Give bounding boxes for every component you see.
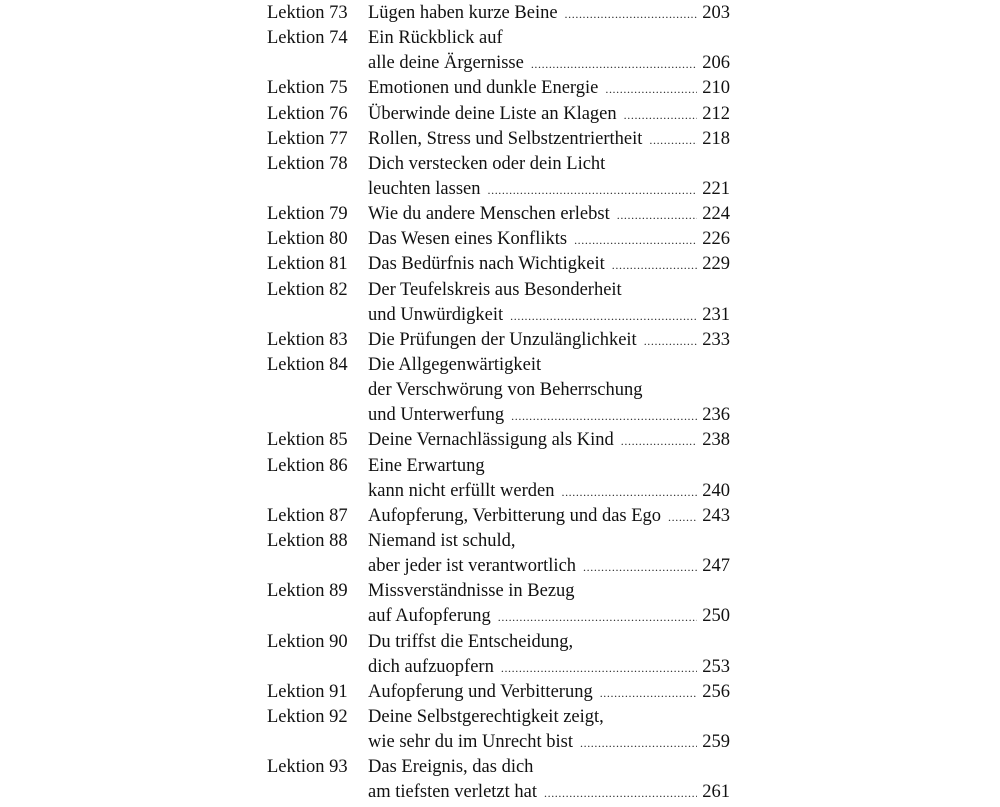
dot-leader <box>511 404 697 429</box>
dot-leader <box>605 77 697 102</box>
lesson-number: Lektion 80 <box>267 229 348 250</box>
toc-entry-title-with-page <box>368 680 730 706</box>
toc-line <box>0 604 1000 629</box>
lesson-number: Lektion 92 <box>267 706 348 727</box>
toc-entry-title-with-page <box>368 730 730 756</box>
lesson-title: dich aufzuopfern <box>368 656 494 677</box>
toc-line <box>0 26 1000 51</box>
lesson-number: Lektion 77 <box>267 128 348 149</box>
lesson-title: alle deine Ärgernisse <box>368 53 524 74</box>
dot-leader <box>488 178 698 203</box>
toc-line <box>0 51 1000 76</box>
lesson-number: Lektion 73 <box>267 3 348 23</box>
lesson-title: Das Wesen eines Konflikts <box>368 229 568 250</box>
dot-leader <box>624 103 698 128</box>
lesson-title: der Verschwörung von Beherrschung <box>368 380 643 401</box>
toc-entry-title-with-page <box>368 328 730 354</box>
page-number: 229 <box>702 254 730 275</box>
lesson-number: Lektion 91 <box>267 681 348 702</box>
toc-line <box>0 303 1000 328</box>
lesson-title: Ein Rückblick auf <box>368 28 503 49</box>
toc-entry-title-with-page <box>368 127 730 153</box>
toc-line <box>0 328 1000 353</box>
toc-entry-title-with-page <box>368 655 730 681</box>
toc-line <box>0 378 1000 403</box>
dot-leader <box>649 128 697 153</box>
toc-line <box>0 227 1000 252</box>
lesson-title: Missverständnisse in Bezug <box>368 581 575 602</box>
lesson-number: Lektion 87 <box>267 505 348 526</box>
page-number: 253 <box>702 656 730 677</box>
toc-line <box>0 655 1000 680</box>
dot-leader <box>531 52 697 77</box>
lesson-title: Das Ereignis, das dich <box>368 757 534 778</box>
page-number: 261 <box>702 782 730 803</box>
lesson-title: Emotionen und dunkle Energie <box>368 78 599 99</box>
toc-line <box>0 680 1000 705</box>
page-number: 233 <box>702 329 730 350</box>
table-of-contents <box>0 1 1000 806</box>
lesson-title: Aufopferung, Verbitterung und das Ego <box>368 505 662 526</box>
toc-line <box>0 76 1000 101</box>
page-number: 221 <box>702 178 730 199</box>
lesson-number: Lektion 79 <box>267 204 348 225</box>
dot-leader <box>612 253 697 278</box>
toc-line <box>0 504 1000 529</box>
lesson-number: Lektion 84 <box>267 354 348 375</box>
toc-entry-title-with-page <box>368 604 730 630</box>
page-number: 218 <box>702 128 730 149</box>
lesson-number: Lektion 83 <box>267 329 348 350</box>
lesson-title: und Unwürdigkeit <box>368 304 504 325</box>
lesson-number: Lektion 75 <box>267 78 348 99</box>
toc-entry-title-with-page <box>368 504 730 530</box>
toc-line <box>0 755 1000 780</box>
toc-entry-title-with-page <box>368 51 730 77</box>
lesson-title: leuchten lassen <box>368 178 481 199</box>
toc-line <box>0 579 1000 604</box>
toc-line <box>0 428 1000 453</box>
lesson-title: Du triffst die Entscheidung, <box>368 631 574 652</box>
page-number: 238 <box>702 430 730 451</box>
dot-leader <box>644 329 698 354</box>
lesson-title: Aufopferung und Verbitterung <box>368 681 593 702</box>
toc-line <box>0 202 1000 227</box>
toc-line <box>0 127 1000 152</box>
dot-leader <box>600 681 698 706</box>
lesson-number: Lektion 90 <box>267 631 348 652</box>
toc-entry-title-with-page <box>368 303 730 329</box>
lesson-number: Lektion 85 <box>267 430 348 451</box>
toc-line <box>0 177 1000 202</box>
toc-line <box>0 479 1000 504</box>
page-number: 236 <box>702 405 730 426</box>
toc-line <box>0 529 1000 554</box>
lesson-title: Der Teufelskreis aus Besonderheit <box>368 279 622 300</box>
toc-line <box>0 1 1000 26</box>
lesson-title: aber jeder ist verantwortlich <box>368 556 577 577</box>
toc-entry-title-with-page <box>368 102 730 128</box>
toc-line <box>0 554 1000 579</box>
lesson-number: Lektion 81 <box>267 254 348 275</box>
toc-entry-title-with-page <box>368 428 730 454</box>
lesson-title: am tiefsten verletzt hat <box>368 782 537 803</box>
page-number: 226 <box>702 229 730 250</box>
toc-entry-title-with-page <box>368 479 730 505</box>
lesson-title: Das Bedürfnis nach Wichtigkeit <box>368 254 605 275</box>
dot-leader <box>498 605 697 630</box>
dot-leader <box>574 228 697 253</box>
page-number: 210 <box>702 78 730 99</box>
dot-leader <box>544 781 697 806</box>
page-number: 240 <box>702 480 730 501</box>
toc-entry-title-with-page <box>368 1 730 27</box>
dot-leader <box>621 429 697 454</box>
toc-line <box>0 353 1000 378</box>
lesson-title: Die Prüfungen der Unzulänglichkeit <box>368 329 637 350</box>
toc-entry-title-with-page <box>368 227 730 253</box>
toc-line <box>0 705 1000 730</box>
dot-leader <box>501 656 697 681</box>
lesson-title: und Unterwerfung <box>368 405 505 426</box>
toc-line <box>0 252 1000 277</box>
lesson-title: Lügen haben kurze Beine <box>368 3 558 23</box>
lesson-title: Wie du andere Menschen erlebst <box>368 204 610 225</box>
lesson-title: Deine Selbstgerechtigkeit zeigt, <box>368 706 604 727</box>
toc-entry-title-with-page <box>368 202 730 228</box>
lesson-title: auf Aufopferung <box>368 606 491 627</box>
toc-line <box>0 730 1000 755</box>
lesson-number: Lektion 78 <box>267 153 348 174</box>
lesson-title: Dich verstecken oder dein Licht <box>368 153 606 174</box>
lesson-number: Lektion 76 <box>267 103 348 124</box>
toc-entry-title-with-page <box>368 403 730 429</box>
page-number: 224 <box>702 204 730 225</box>
dot-leader <box>580 731 697 756</box>
page-number: 247 <box>702 556 730 577</box>
toc-line <box>0 630 1000 655</box>
page-number: 203 <box>702 3 730 23</box>
page-number: 243 <box>702 505 730 526</box>
lesson-title: Niemand ist schuld, <box>368 530 516 551</box>
toc-entry-title-with-page <box>368 177 730 203</box>
toc-entry-title-with-page <box>368 554 730 580</box>
dot-leader <box>510 304 697 329</box>
page-number: 212 <box>702 103 730 124</box>
dot-leader <box>561 480 697 505</box>
toc-line <box>0 278 1000 303</box>
lesson-title: wie sehr du im Unrecht bist <box>368 732 573 753</box>
toc-line <box>0 102 1000 127</box>
page-number: 259 <box>702 732 730 753</box>
toc-line <box>0 152 1000 177</box>
toc-entry-title-with-page <box>368 252 730 278</box>
toc-line <box>0 454 1000 479</box>
page-number: 250 <box>702 606 730 627</box>
dot-leader <box>617 203 698 228</box>
page-number: 206 <box>702 53 730 74</box>
lesson-title: Deine Vernachlässigung als Kind <box>368 430 614 451</box>
lesson-number: Lektion 82 <box>267 279 348 300</box>
dot-leader <box>668 505 697 530</box>
toc-line <box>0 403 1000 428</box>
toc-line <box>0 780 1000 805</box>
dot-leader <box>565 2 698 27</box>
lesson-title: Überwinde deine Liste an Klagen <box>368 103 617 124</box>
lesson-title: kann nicht erfüllt werden <box>368 480 555 501</box>
toc-entry-title-with-page <box>368 780 730 806</box>
lesson-number: Lektion 89 <box>267 581 348 602</box>
dot-leader <box>583 555 697 580</box>
page-number: 231 <box>702 304 730 325</box>
lesson-number: Lektion 86 <box>267 455 348 476</box>
toc-entry-title-with-page <box>368 76 730 102</box>
lesson-title: Die Allgegenwärtigkeit <box>368 354 542 375</box>
page-number: 256 <box>702 681 730 702</box>
lesson-number: Lektion 88 <box>267 530 348 551</box>
lesson-title: Rollen, Stress und Selbstzentriertheit <box>368 128 643 149</box>
lesson-number: Lektion 74 <box>267 28 348 49</box>
lesson-title: Eine Erwartung <box>368 455 485 476</box>
lesson-number: Lektion 93 <box>267 757 348 778</box>
